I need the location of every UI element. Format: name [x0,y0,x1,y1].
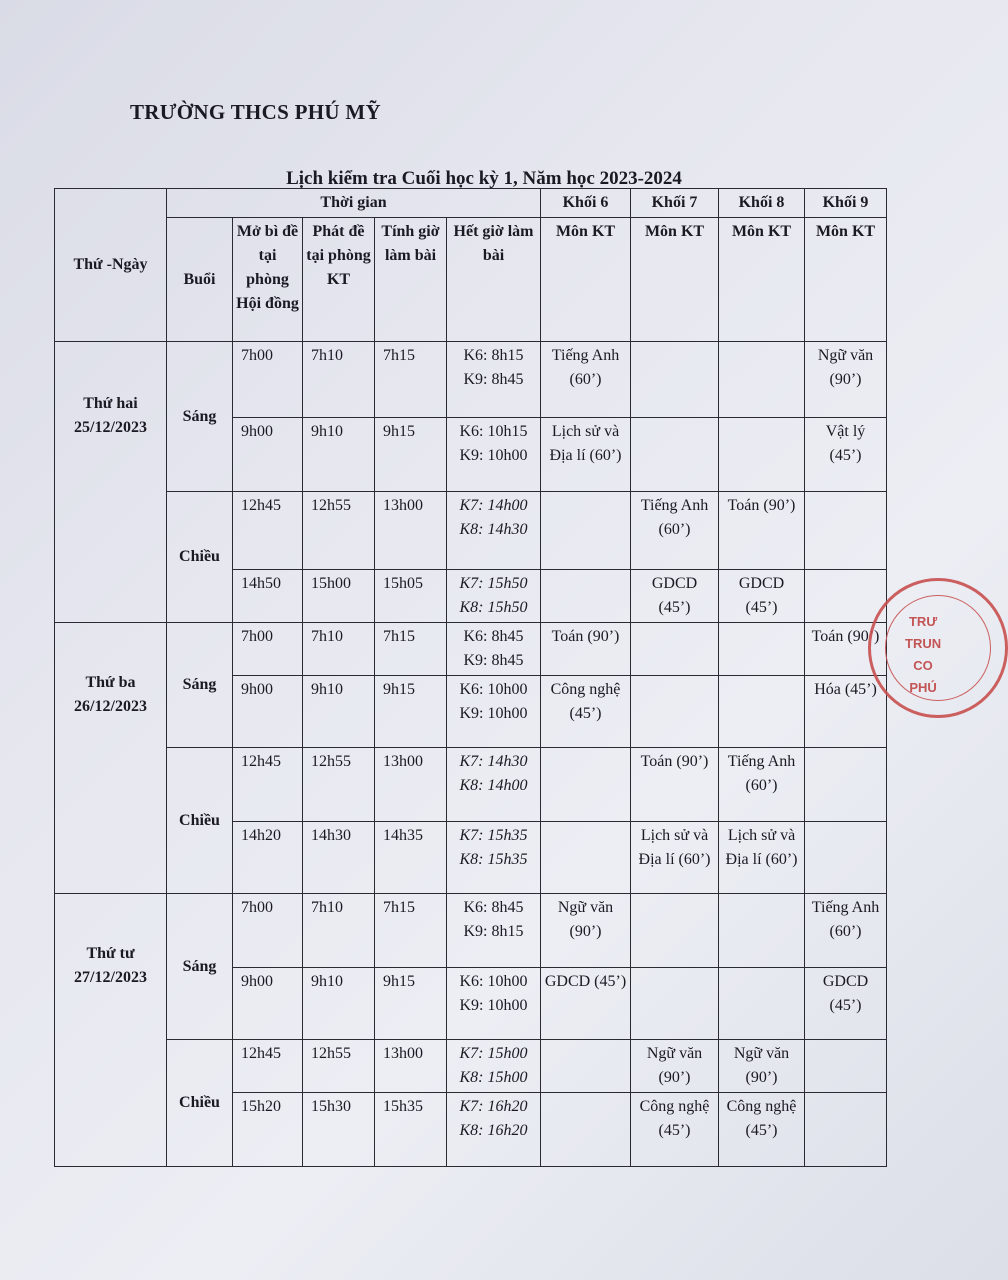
subject-k7 [631,623,719,676]
schedule-row [55,894,887,968]
subject-k7: GDCD (45’) [631,570,719,623]
day-cell [55,894,167,1167]
end-time [447,1040,541,1093]
subject-k8: Lịch sử và Địa lí (60’) [719,822,805,894]
subject-k7: Toán (90’) [631,748,719,822]
end-time-line: K8: 15h35 [459,851,528,868]
distribute-time: 9h10 [303,676,375,748]
day-date: 26/12/2023 [74,698,147,715]
subject-k6: Lịch sử và Địa lí (60’) [541,418,631,492]
schedule-row [55,342,887,418]
end-time [447,1093,541,1167]
subject-k9 [805,492,887,570]
subject-k9: Tiếng Anh (60’) [805,894,887,968]
day-cell [55,342,167,623]
subject-k6: GDCD (45’) [541,968,631,1040]
header-k9: Khối 9 [805,189,887,218]
open-time: 14h50 [233,570,303,623]
stamp-line: TRƯ [908,614,938,629]
header-subject-k6: Môn KT [541,218,631,342]
session-cell: Sáng [167,623,233,748]
start-time: 15h05 [375,570,447,623]
subject-k8 [719,623,805,676]
subject-k7: Ngữ văn (90’) [631,1040,719,1093]
subject-k6 [541,748,631,822]
subject-k8 [719,418,805,492]
header-k6: Khối 6 [541,189,631,218]
subject-k7 [631,968,719,1040]
school-stamp [868,578,1008,718]
session-cell: Chiều [167,748,233,894]
subject-k8: Tiếng Anh (60’) [719,748,805,822]
end-time-line: K7: 16h20 [459,1098,528,1115]
distribute-time: 15h00 [303,570,375,623]
stamp-line: TRUN [905,636,942,651]
start-time: 9h15 [375,418,447,492]
subject-k7 [631,418,719,492]
start-time: 7h15 [375,342,447,418]
schedule-row [55,492,887,570]
subject-k9: Ngữ văn (90’) [805,342,887,418]
document-title: Lịch kiểm tra Cuối học kỳ 1, Năm học 2023-2024 [286,168,682,189]
distribute-time: 9h10 [303,418,375,492]
end-time-line: K7: 15h35 [459,827,528,844]
subject-k9 [805,748,887,822]
distribute-time: 15h30 [303,1093,375,1167]
subject-k6 [541,492,631,570]
subject-k6 [541,1093,631,1167]
header-subject-k9: Môn KT [805,218,887,342]
end-time [447,968,541,1040]
end-time-line: K6: 8h45 [463,628,524,645]
subject-k8: Ngữ văn (90’) [719,1040,805,1093]
distribute-time: 9h10 [303,968,375,1040]
end-time-line: K9: 8h45 [463,371,524,388]
day-name: Thứ hai [83,395,138,412]
end-time [447,894,541,968]
start-time: 13h00 [375,748,447,822]
end-time [447,342,541,418]
day-date: 27/12/2023 [74,969,147,986]
subject-k7 [631,676,719,748]
header-open: Mở bì đề tại phòng Hội đồng [233,218,303,342]
school-name: TRƯỜNG THCS PHÚ MỸ [130,100,381,124]
subject-k7 [631,342,719,418]
subject-k7: Công nghệ (45’) [631,1093,719,1167]
subject-k9 [805,822,887,894]
end-time-line: K7: 15h00 [459,1045,528,1062]
header-subject-k8: Môn KT [719,218,805,342]
day-cell [55,623,167,894]
start-time: 14h35 [375,822,447,894]
subject-k7: Tiếng Anh (60’) [631,492,719,570]
distribute-time: 7h10 [303,342,375,418]
end-time-line: K6: 8h45 [463,899,524,916]
end-time-line: K7: 14h00 [459,497,528,514]
schedule-row [55,623,887,676]
header-session: Buổi [167,218,233,342]
subject-k9: Vật lý (45’) [805,418,887,492]
subject-k7 [631,894,719,968]
subject-k8: Công nghệ (45’) [719,1093,805,1167]
distribute-time: 12h55 [303,1040,375,1093]
distribute-time: 12h55 [303,748,375,822]
subject-k6 [541,1040,631,1093]
open-time: 9h00 [233,676,303,748]
exam-schedule-table [54,188,887,1167]
subject-k6 [541,570,631,623]
end-time-line: K9: 8h15 [463,923,524,940]
end-time-line: K7: 15h50 [459,575,528,592]
end-time-line: K8: 15h00 [459,1069,528,1086]
schedule-row [55,748,887,822]
schedule-body [55,342,887,1167]
header-day: Thứ -Ngày [55,189,167,342]
end-time-line: K9: 10h00 [459,705,528,722]
start-time: 13h00 [375,1040,447,1093]
subject-k8 [719,894,805,968]
end-time [447,418,541,492]
subject-k9: Hóa (45’) [805,676,887,748]
subject-k9: Toán (90’) [805,623,887,676]
start-time: 7h15 [375,623,447,676]
end-time [447,492,541,570]
open-time: 12h45 [233,1040,303,1093]
open-time: 7h00 [233,342,303,418]
stamp-line: CO [913,658,933,673]
end-time-line: K6: 10h00 [459,973,528,990]
day-name: Thứ tư [86,945,135,962]
subject-k7: Lịch sử và Địa lí (60’) [631,822,719,894]
end-time-line: K6: 8h15 [463,347,524,364]
open-time: 9h00 [233,968,303,1040]
subject-k8: GDCD (45’) [719,570,805,623]
start-time: 15h35 [375,1093,447,1167]
end-time [447,822,541,894]
end-time-line: K8: 14h00 [459,777,528,794]
subject-k9 [805,570,887,623]
header-start: Tính giờ làm bài [375,218,447,342]
start-time: 13h00 [375,492,447,570]
open-time: 12h45 [233,748,303,822]
end-time-line: K6: 10h15 [459,423,528,440]
end-time-line: K8: 15h50 [459,599,528,616]
end-time-line: K7: 14h30 [459,753,528,770]
open-time: 14h20 [233,822,303,894]
end-time [447,623,541,676]
subject-k6 [541,822,631,894]
day-name: Thứ ba [85,674,136,691]
session-cell: Chiều [167,1040,233,1167]
distribute-time: 7h10 [303,623,375,676]
subject-k6: Công nghệ (45’) [541,676,631,748]
header-k7: Khối 7 [631,189,719,218]
distribute-time: 14h30 [303,822,375,894]
header-end: Hết giờ làm bài [447,218,541,342]
open-time: 12h45 [233,492,303,570]
end-time [447,748,541,822]
end-time-line: K9: 10h00 [459,447,528,464]
session-cell: Sáng [167,894,233,1040]
open-time: 7h00 [233,623,303,676]
end-time [447,676,541,748]
header-subject-k7: Môn KT [631,218,719,342]
subject-k9 [805,1093,887,1167]
subject-k6: Toán (90’) [541,623,631,676]
end-time-line: K6: 10h00 [459,681,528,698]
distribute-time: 7h10 [303,894,375,968]
header-distribute: Phát đề tại phòng KT [303,218,375,342]
day-date: 25/12/2023 [74,419,147,436]
subject-k6: Ngữ văn (90’) [541,894,631,968]
end-time-line: K9: 8h45 [463,652,524,669]
subject-k8: Toán (90’) [719,492,805,570]
open-time: 7h00 [233,894,303,968]
start-time: 9h15 [375,676,447,748]
session-cell: Sáng [167,342,233,492]
schedule-row [55,1040,887,1093]
end-time-line: K9: 10h00 [459,997,528,1014]
subject-k8 [719,676,805,748]
stamp-text [905,611,941,699]
start-time: 9h15 [375,968,447,1040]
end-time-line: K8: 16h20 [459,1122,528,1139]
subject-k9: GDCD (45’) [805,968,887,1040]
open-time: 9h00 [233,418,303,492]
open-time: 15h20 [233,1093,303,1167]
end-time-line: K8: 14h30 [459,521,528,538]
subject-k9 [805,1040,887,1093]
stamp-line: PHÚ [909,680,937,695]
header-k8: Khối 8 [719,189,805,218]
session-cell: Chiều [167,492,233,623]
header-time-group: Thời gian [167,189,541,218]
subject-k8 [719,968,805,1040]
distribute-time: 12h55 [303,492,375,570]
end-time [447,570,541,623]
start-time: 7h15 [375,894,447,968]
subject-k8 [719,342,805,418]
subject-k6: Tiếng Anh (60’) [541,342,631,418]
